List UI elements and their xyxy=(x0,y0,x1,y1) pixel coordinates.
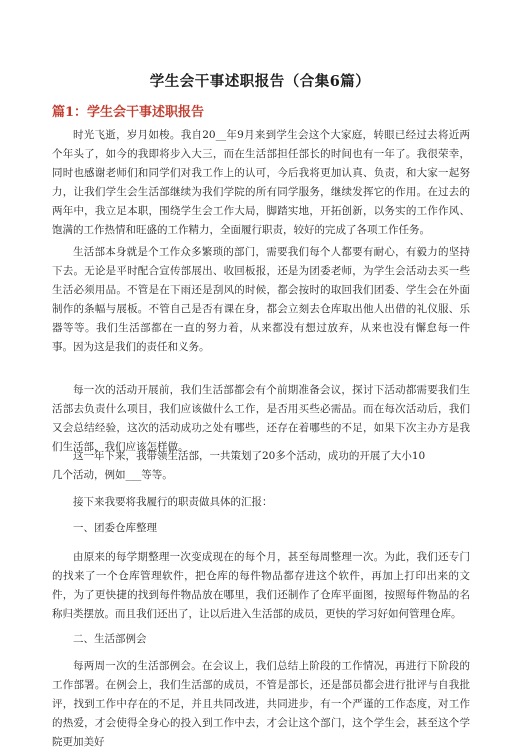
paragraph-6: 接下来我要将我履行的职责做具体的汇报： xyxy=(73,496,273,508)
paragraph-1: 时光飞逝，岁月如梭。我自20__年9月来到学生会这个大家庭，转眼已经过去将近两个年头了，如今的我即将步入大三，而在生活部担任部长的时间也有一年了。我很荣幸，同时也感谢老师们和同学们对我工作上的认可，今后我将更加认真、负责，和大家一起努力，让我们学生会生活部继续为我们学院的所有同学服务，继续发挥它的作用。在过去的两年中，我立足本职，围绕学生会工作大局，脚踏实地，开拓创新，以务实的工作作风、饱满的工作热情和旺盛的工作精力，全面履行职责，较好的完成了各项工作任务。 xyxy=(52,129,470,236)
paragraph-5: 几个活动，例如___等等。 xyxy=(52,469,173,481)
paragraph-warehouse: 由原来的每学期整理一次变成现在的每个月，甚至每周整理一次。为此，我们还专门的找来了一个仓库管理软件，把仓库的每件物品都存进这个软件，再加上打印出来的文件，为了更快捷的找到每件物品放在哪里，我们还制作了仓库平面图，按照每件物品的名称归类摆放。而且我们还出了，让以后进入生活部的成员，更快的学习好如何管理仓库。 xyxy=(52,551,470,620)
paragraph-meeting: 每两周一次的生活部例会。在会议上，我们总结上阶段的工作情况，再进行下阶段的工作部署。在例会上，我们生活部的成员，不管是部长，还是部员都会进行批评与自我批评，找到工作中存在的不足，并且共同改进，共同进步，有一个严谨的工作态度，对工作的热爱，才会使得全身心的投入到工作中去，才会让这个部门，这个学生会，甚至这个学院更加美好 xyxy=(52,660,470,748)
paragraph-3: 每一次的活动开展前，我们生活部都会有个前期准备会议，探讨下活动都需要我们生活部去负责什么项目，我们应该做什么工作，是否用买些必需品。而在每次活动后，我们又会总结经验，这次的活动成功之处有哪些，还存在着哪些的不足，如果下次主办方是我们生活部，我们应该怎样做。 xyxy=(52,384,470,453)
subheading-meeting: 二、生活部例会 xyxy=(73,633,147,645)
paragraph-2: 生活部本身就是个工作众多繁琐的部门，需要我们每个人都要有耐心，有毅力的坚持下去。无论是平时配合宣传部展出、收回板报，还是为团委老师，为学生会活动去买一些生活必须用品。不管是在下雨还是刮风的时候，都会按时的取回我们团委、学生会在外面制作的条幅与展板。不管自己是否有课在身，都会立刻去仓库取出他人出借的礼仪服、乐器等等。我们生活部都在一直的努力着，从来都没有想过放弃，从来也没有懈怠每一件事。因为这是我们的责任和义务。 xyxy=(52,246,470,353)
subheading-warehouse: 一、团委仓库整理 xyxy=(73,522,157,534)
section-heading: 篇1：学生会干事述职报告 xyxy=(52,105,205,120)
document-title: 学生会干事述职报告（合集6篇） xyxy=(149,73,371,90)
paragraph-4: 这一年下来，我带领生活部，一共策划了20多个活动，成功的开展了大小10 xyxy=(73,450,426,462)
